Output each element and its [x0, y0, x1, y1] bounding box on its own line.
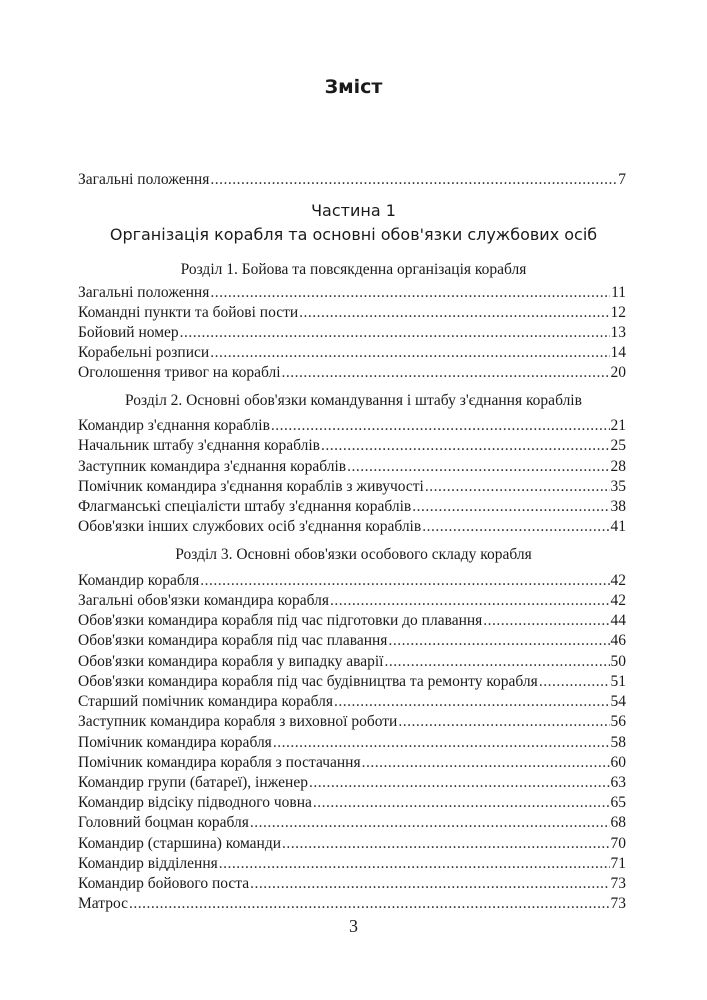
toc-entry-page: 42 — [610, 592, 626, 609]
toc-entry-page: 50 — [610, 653, 626, 670]
toc-dot-leader — [219, 854, 610, 874]
toc-dot-leader — [425, 477, 610, 497]
toc-dot-leader — [422, 517, 609, 537]
toc-entry-page: 51 — [610, 673, 626, 690]
toc-entry-label: Матрос — [78, 895, 128, 912]
toc-dot-leader — [210, 283, 610, 303]
toc-entry-label: Заступник командира корабля з виховної роботи — [78, 713, 398, 730]
section-heading: Розділ 1. Бойова та повсякденна організація корабля — [180, 261, 527, 278]
toc-entry-page: 71 — [610, 855, 626, 872]
toc-entry-page: 7 — [618, 171, 626, 188]
toc-entry — [78, 611, 626, 631]
toc-entry-label: Командир відсіку підводного човна — [78, 794, 312, 811]
toc-entry — [78, 652, 626, 672]
toc-entry — [78, 591, 626, 611]
toc-entry — [78, 436, 626, 456]
toc-entry-label: Командир відділення — [78, 855, 218, 872]
part-subtitle: Організація корабля та основні обов'язки службових осіб — [109, 225, 598, 244]
toc-entry-label: Бойовий номер — [78, 324, 179, 341]
toc-entry-label: Командир з'єднання кораблів — [78, 417, 270, 434]
toc-entry-page: 58 — [610, 734, 626, 751]
toc-entry-page: 11 — [611, 284, 626, 301]
toc-entry — [78, 343, 626, 363]
toc-dot-leader — [299, 303, 609, 323]
toc-entry — [78, 416, 626, 436]
toc-entry-label: Командир (старшина) команди — [78, 835, 282, 852]
toc-entry-page: 68 — [610, 814, 626, 831]
toc-dot-leader — [210, 343, 609, 363]
toc-entry — [78, 773, 626, 793]
toc-entry-label: Командні пункти та бойові пости — [78, 304, 299, 321]
page-title: Зміст — [324, 76, 383, 98]
toc-entry-label: Обов'язки командира корабля під час підготовки до плавання — [78, 612, 483, 629]
toc-dot-leader — [180, 323, 610, 343]
toc-entry-label: Заступник командира з'єднання кораблів — [78, 458, 347, 475]
toc-entry-page: 38 — [610, 498, 626, 515]
toc-dot-leader — [129, 894, 610, 914]
page-number: 3 — [349, 916, 358, 936]
toc-entry — [78, 692, 626, 712]
toc-entry-label: Помічник командира корабля з постачання — [78, 754, 361, 771]
toc-entry-label: Старший помічник командира корабля — [78, 693, 334, 710]
toc-entry — [78, 894, 626, 914]
toc-entry-page: 28 — [610, 458, 626, 475]
toc-entry-page: 42 — [610, 572, 626, 589]
toc-entry-label: Помічник командира корабля — [78, 734, 272, 751]
section-heading: Розділ 2. Основні обов'язки командування і штабу з'єднання кораблів — [125, 392, 582, 409]
toc-dot-leader — [362, 753, 610, 773]
toc-entry — [78, 497, 626, 517]
toc-entry — [78, 672, 626, 692]
toc-entry-label: Начальник штабу з'єднання кораблів — [78, 437, 320, 454]
toc-entry-page: 54 — [610, 693, 626, 710]
toc-entry-label: Командир корабля — [78, 572, 200, 589]
toc-entry-page: 25 — [610, 437, 626, 454]
toc-entry-page: 44 — [610, 612, 626, 629]
toc-entry — [78, 874, 626, 894]
toc-entry-label: Обов'язки командира корабля під час будівництва та ремонту корабля — [78, 673, 538, 690]
toc-entry-page: 46 — [610, 632, 626, 649]
toc-dot-leader — [398, 712, 609, 732]
toc-entry — [78, 813, 626, 833]
toc-entry-label: Корабельні розписи — [78, 344, 210, 361]
toc-entry-label: Помічник командира з'єднання кораблів з живучості — [78, 478, 424, 495]
toc-entry-label: Обов'язки командира корабля у випадку аварії — [78, 653, 384, 670]
toc-entry — [78, 323, 626, 343]
toc-entry-label: Командир групи (батареї), інженер — [78, 774, 308, 791]
toc-entry-label: Обов'язки командира корабля під час плавання — [78, 632, 388, 649]
toc-entry-page: 63 — [610, 774, 626, 791]
toc-entry-page: 73 — [610, 875, 626, 892]
toc-entry-page: 73 — [610, 895, 626, 912]
toc-entry — [78, 733, 626, 753]
toc-entry — [78, 283, 626, 303]
toc-dot-leader — [250, 813, 610, 833]
toc-entry — [78, 517, 626, 537]
toc-entry-page: 41 — [610, 518, 626, 535]
toc-entry — [78, 712, 626, 732]
toc-dot-leader — [539, 672, 610, 692]
toc-entry-label: Обов'язки інших службових осіб з'єднання кораблів — [78, 518, 422, 535]
toc-entry-page: 13 — [610, 324, 626, 341]
toc-entry — [78, 363, 626, 383]
toc-entry-intro — [78, 170, 626, 190]
toc-entry-label: Командир бойового поста — [78, 875, 250, 892]
toc-dot-leader — [271, 416, 610, 436]
toc-entry-page: 21 — [610, 417, 626, 434]
toc-entry-page: 14 — [610, 344, 626, 361]
toc-entry-page: 70 — [610, 835, 626, 852]
toc-entry — [78, 303, 626, 323]
toc-dot-leader — [313, 793, 610, 813]
toc-entry-label: Загальні положення — [78, 284, 210, 301]
toc-dot-leader — [282, 834, 609, 854]
toc-dot-leader — [347, 457, 609, 477]
toc-dot-leader — [273, 733, 610, 753]
toc-entry-page: 65 — [610, 794, 626, 811]
toc-entry-page: 56 — [610, 713, 626, 730]
toc-entry — [78, 854, 626, 874]
toc-entry — [78, 793, 626, 813]
toc-dot-leader — [385, 652, 610, 672]
part-title: Частина 1 — [311, 201, 396, 220]
toc-dot-leader — [483, 611, 609, 631]
toc-entry — [78, 631, 626, 651]
toc-dot-leader — [412, 497, 609, 517]
toc-entry-label: Загальні положення — [78, 171, 210, 188]
toc-entry-label: Флагманські спеціалісти штабу з'єднання кораблів — [78, 498, 412, 515]
toc-entry-label: Загальні обов'язки командира корабля — [78, 592, 329, 609]
toc-dot-leader — [334, 692, 609, 712]
toc-dot-leader — [330, 591, 610, 611]
toc-dot-leader — [200, 571, 609, 591]
toc-dot-leader — [282, 363, 610, 383]
section-heading: Розділ 3. Основні обов'язки особового складу корабля — [175, 546, 532, 563]
toc-entry — [78, 477, 626, 497]
toc-entry-page: 35 — [610, 478, 626, 495]
toc-dot-leader — [309, 773, 610, 793]
toc-entry-label: Головний боцман корабля — [78, 814, 249, 831]
toc-entry — [78, 834, 626, 854]
toc-entry-label: Оголошення тривог на кораблі — [78, 364, 281, 381]
toc-dot-leader — [250, 874, 609, 894]
toc-dot-leader — [321, 436, 610, 456]
toc-entry-page: 20 — [610, 364, 626, 381]
toc-entry — [78, 457, 626, 477]
toc-dot-leader — [388, 631, 609, 651]
toc-entry — [78, 753, 626, 773]
toc-dot-leader — [210, 170, 617, 190]
toc-entry-page: 12 — [610, 304, 626, 321]
toc-entry-page: 60 — [610, 754, 626, 771]
toc-entry — [78, 571, 626, 591]
